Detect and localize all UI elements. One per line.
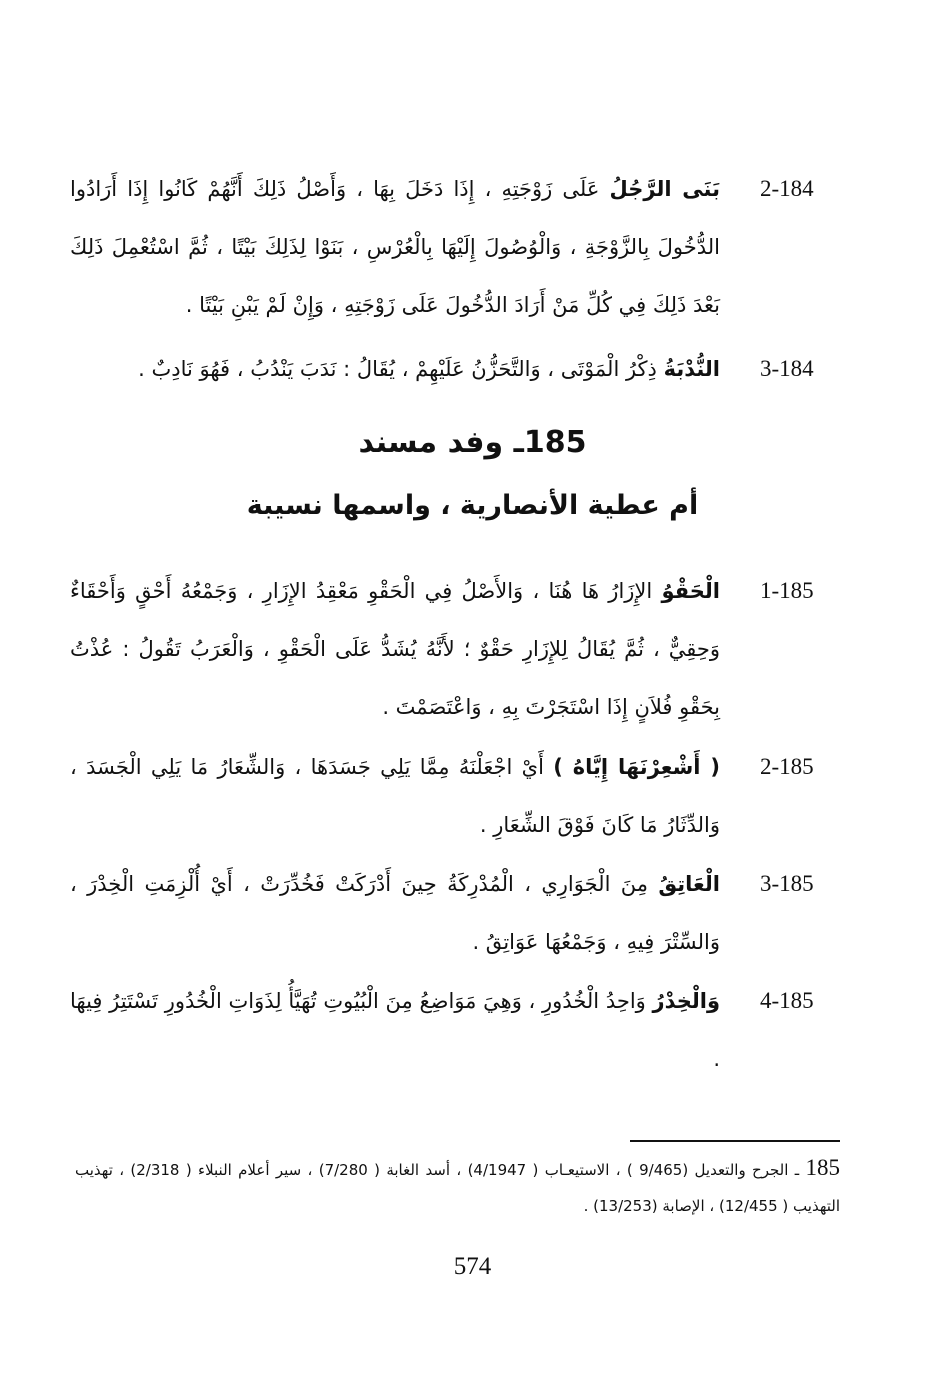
entry-body: عَلَى زَوْجَتِهِ ، إِذَا دَخَلَ بِهَا ، وَأَصْلُ ذَلِكَ أَنَّهُمْ كَانُوا إِذَا أَرَادُوا الدُّخُولَ بِالزَّوْجَةِ ، وَالْوُصُولَ إِلَيْهَا بِالْعُرْسِ ، بَنَوْا لِذَلِكَ بَيْتًا ، ثُمَّ اسْتُعْمِلَ ذَلِكَ بَعْدَ ذَلِكَ فِي كُلِّ مَنْ أَرَادَ الدُّخُولَ عَلَى زَوْجَتِهِ ، وَإِنْ لَمْ يَبْنِ بَيْتًا .	[70, 177, 720, 317]
entry-number: 2-185	[760, 754, 814, 779]
entry-body: الإِزَارُ هَا هُنَا ، وَالأَصْلُ فِي الْحَقْوِ مَعْقِدُ الإِزَارِ ، وَجَمْعُهُ أَحْقٍ وَأَحْقَاءٌ وَحِقِيٌّ ، ثُمَّ يُقَالُ لِلإِزَارِ حَقْوٌ ؛ لأَنَّهُ يُشَدُّ عَلَى الْحَقْوِ ، وَالْعَرَبُ تَقُولُ : عُذْتُ بِحَقْوِ فُلاَنٍ إِذَا اسْتَجَرْتَ بِهِ ، وَاعْتَصَمْتَ .	[70, 579, 720, 719]
entry-number: 3-185	[760, 871, 814, 896]
entry-number: 3-184	[760, 356, 814, 381]
entry-text	[70, 160, 720, 334]
entry-body: مِنَ الْجَوَارِي ، الْمُدْرِكَةُ حِينَ أَدْرَكَتْ فَخُدِّرَتْ ، أَيْ أُلْزِمَتِ الْخِدْرَ ، وَالسِّتْرَ فِيهِ ، وَجَمْعُهَا عَوَاتِقُ .	[70, 872, 720, 954]
footnote	[75, 1150, 840, 1224]
entry-headword: وَالْخِدْرُ	[652, 989, 720, 1013]
entry-1-185	[70, 562, 860, 737]
footnote-text: ـ الجرح والتعديل (9/465 ) ، الاستيعـاب ( 4/1947) ، أسد الغابة ( 7/280) ، سير أعلام النبلاء ( 2/318) ، تهذيب التهذيب ( 12/455) ، الإصابة (13/253) .	[75, 1161, 840, 1215]
entry-headword: ( أَشْعِرْنَهَا إِيَّاهُ )	[553, 755, 720, 779]
entry-3-185	[70, 855, 860, 973]
entry-2-184	[70, 160, 860, 340]
entry-headword: بَنَى الرَّجُلُ	[609, 177, 721, 201]
entry-number: 1-185	[760, 578, 814, 603]
entry-number: 2-184	[760, 176, 814, 201]
section-title-line2: أم عطية الأنصارية ، واسمها نسيبة	[246, 490, 699, 521]
entry-text	[70, 972, 720, 1088]
entry-headword: الْحَقْوُ	[661, 579, 720, 603]
entry-body: ذِكْرُ الْمَوْتَى ، وَالتَّحَزُّنُ عَلَيْهِمْ ، يُقَالُ : نَدَبَ يَنْدُبُ ، فَهُوَ نَادِبٌ .	[138, 357, 664, 381]
footnote-rule	[630, 1140, 840, 1142]
entry-4-185	[70, 972, 860, 1090]
entry-text	[70, 340, 720, 398]
section-title-line1: 185ـ وفد مسند	[358, 425, 587, 460]
entry-headword: الْعَاتِقُ	[658, 872, 720, 896]
entry-headword: النُّدْبَةُ	[663, 357, 720, 381]
entry-body: وَاحِدُ الْخُدُورِ ، وَهِيَ مَوَاضِعُ مِنَ الْبُيُوتِ تُهَيَّأُ لِذَوَاتِ الْخُدُورِ تَسْتَتِرُ فِيهَا .	[70, 989, 720, 1071]
entry-body: أَيْ اجْعَلْنَهُ مِمَّا يَلِي جَسَدَهَا ، وَالشِّعَارُ مَا يَلِي الْجَسَدَ ، وَالدِّثَارُ مَا كَانَ فَوْقَ الشِّعَارِ .	[70, 755, 720, 837]
entry-text	[70, 738, 720, 854]
page-number: 574	[453, 1253, 492, 1280]
entry-text	[70, 855, 720, 971]
entry-text	[70, 562, 720, 736]
entry-3-184	[70, 340, 860, 400]
entry-2-185	[70, 738, 860, 856]
footnote-number: 185	[805, 1155, 840, 1180]
entry-number: 4-185	[760, 988, 814, 1013]
